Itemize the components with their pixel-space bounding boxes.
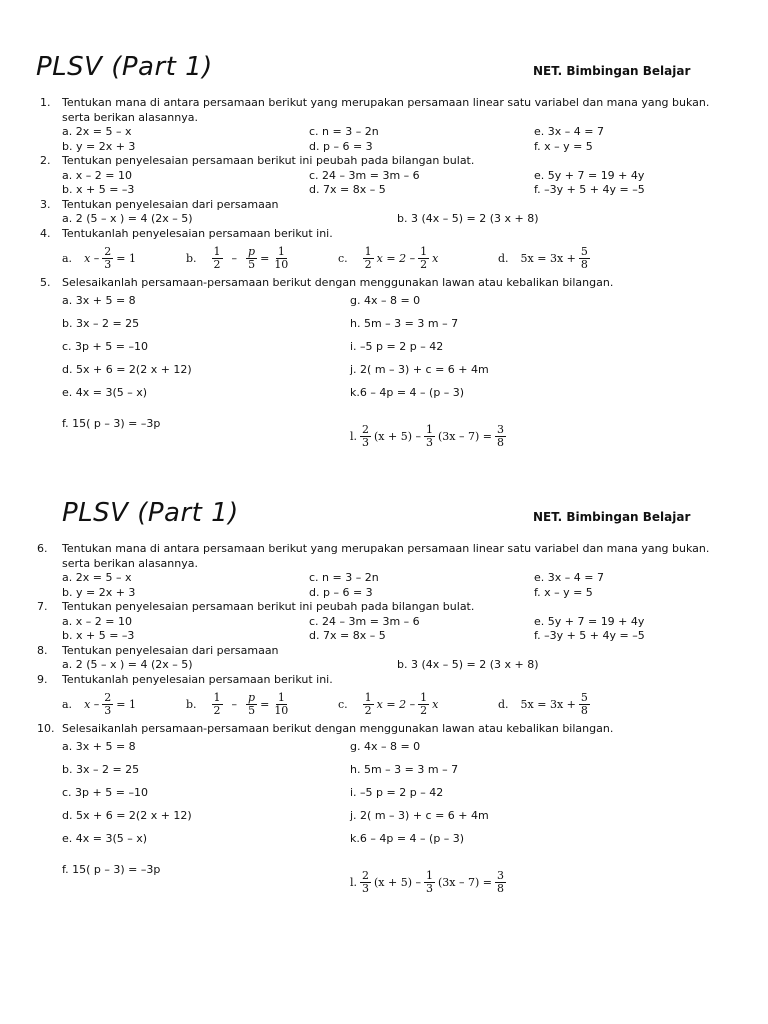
option: f. x – y = 5	[534, 139, 593, 153]
numerator: 1	[426, 868, 434, 882]
option-label: l.	[350, 875, 358, 889]
equation-d	[498, 242, 593, 276]
exercise-item: h. 5m – 3 = 3 m – 7	[350, 763, 459, 776]
numerator: 1	[213, 691, 221, 704]
option-label: l.	[350, 429, 358, 443]
question	[0, 96, 768, 125]
question	[0, 227, 768, 242]
numerator: 1	[277, 245, 285, 258]
question	[0, 276, 768, 291]
worksheet-title: PLSV (Part 1)	[36, 52, 213, 82]
denominator: 2	[213, 704, 221, 717]
operator: =	[260, 698, 270, 711]
option-label: b.	[186, 698, 197, 711]
option-label: c.	[338, 698, 348, 711]
fraction	[495, 424, 506, 449]
option: a. 2 (5 – x ) = 4 (2x – 5)	[62, 212, 193, 225]
question-number: 8.	[37, 643, 48, 657]
option: b. 3 (4x – 5) = 2 (3 x + 8)	[397, 658, 539, 671]
fraction	[246, 246, 257, 271]
option: b. x + 5 = –3	[62, 629, 135, 642]
equation-d	[498, 688, 593, 722]
worksheet-header	[0, 48, 768, 96]
equation-text: x = 2 –	[376, 698, 416, 711]
exercise-grid	[0, 290, 768, 449]
denominator: 2	[213, 258, 221, 271]
equation-c	[338, 242, 438, 276]
question-text: Tentukan penyelesaian dari persamaan	[62, 643, 279, 657]
option: e. 5y + 7 = 19 + 4y	[534, 614, 645, 628]
option-label: c.	[338, 252, 348, 265]
option: d. p – 6 = 3	[309, 585, 373, 599]
operator: –	[231, 252, 238, 265]
option: b. x + 5 = –3	[62, 183, 135, 196]
fraction	[363, 246, 374, 271]
exercise-item: k.6 – 4p = 4 – (p – 3)	[350, 386, 465, 399]
fraction	[418, 692, 429, 717]
option-list	[0, 125, 768, 154]
equation-text: 5x = 3x +	[520, 698, 576, 711]
brand-name: NET. Bimbingan Belajar	[533, 64, 691, 78]
denominator: 3	[362, 881, 370, 895]
numerator: p	[248, 691, 256, 704]
fraction	[424, 424, 435, 449]
exercise-item-l	[350, 417, 509, 455]
option: a. 2x = 5 – x	[62, 125, 132, 138]
question-text: Tentukan penyelesaian persamaan berikut ini peubah pada bilangan bulat.	[62, 600, 475, 613]
numerator: 1	[364, 245, 372, 258]
numerator: 3	[497, 868, 505, 882]
question	[0, 673, 768, 688]
numerator: 3	[497, 422, 505, 436]
option-list	[0, 212, 768, 227]
denominator: 8	[497, 881, 505, 895]
numerator: 2	[362, 422, 370, 436]
denominator: 8	[580, 704, 588, 717]
denominator: 2	[364, 258, 372, 271]
equation-text: x –	[84, 252, 100, 265]
exercise-item: a. 3x + 5 = 8	[62, 740, 136, 753]
option: c. n = 3 – 2n	[309, 125, 379, 138]
option: f. –3y + 5 + 4y = –5	[534, 183, 645, 196]
exercise-item: j. 2( m – 3) + c = 6 + 4m	[350, 363, 489, 376]
equation-text: 5x = 3x +	[520, 252, 576, 265]
numerator: 2	[104, 245, 112, 258]
question	[0, 644, 768, 659]
option: a. x – 2 = 10	[62, 168, 132, 182]
exercise-item: d. 5x + 6 = 2(2 x + 12)	[62, 363, 192, 376]
fraction	[272, 692, 290, 717]
equation-text: x	[432, 698, 439, 711]
question	[0, 722, 768, 737]
exercise-item: j. 2( m – 3) + c = 6 + 4m	[350, 809, 489, 822]
numerator: 5	[580, 691, 588, 704]
question-number: 2.	[40, 154, 51, 167]
question-number: 3.	[40, 197, 51, 211]
worksheet-header	[0, 494, 768, 542]
numerator: 1	[426, 422, 434, 436]
question-text: Selesaikanlah persamaan-persamaan berikut dengan menggunakan lawan atau kebalikan bilangan.	[62, 721, 614, 735]
numerator: 1	[277, 691, 285, 704]
equation-b	[186, 242, 293, 276]
equation-b	[186, 688, 293, 722]
fraction	[272, 246, 290, 271]
denominator: 2	[364, 704, 372, 717]
exercise-item: b. 3x – 2 = 25	[62, 317, 140, 330]
question-text: Selesaikanlah persamaan-persamaan berikut dengan menggunakan lawan atau kebalikan bilangan.	[62, 275, 614, 289]
denominator: 3	[426, 435, 434, 449]
fraction	[418, 246, 429, 271]
question-text: Tentukanlah penyelesaian persamaan berikut ini.	[62, 673, 333, 686]
exercise-grid	[0, 736, 768, 895]
equation-text: = 1	[116, 252, 136, 265]
fraction	[360, 870, 371, 895]
option: c. 24 – 3m = 3m – 6	[309, 168, 420, 182]
equation-text: (x + 5) –	[374, 875, 422, 889]
numerator: 1	[420, 245, 428, 258]
question-text: Tentukan penyelesaian dari persamaan	[62, 197, 279, 211]
operator: –	[231, 698, 238, 711]
option: c. 24 – 3m = 3m – 6	[309, 614, 420, 628]
option: d. 7x = 8x – 5	[309, 183, 386, 196]
exercise-item-l	[350, 863, 509, 901]
question-text: Tentukan mana di antara persamaan berikut yang merupakan persamaan linear satu variabel dan mana yang bukan. serta berikan alasannya.	[62, 542, 710, 570]
option-list	[0, 169, 768, 198]
question-text: Tentukan mana di antara persamaan berikut yang merupakan persamaan linear satu variabel dan mana yang bukan. serta berikan alasannya.	[62, 96, 710, 124]
option: b. y = 2x + 3	[62, 139, 136, 153]
exercise-item: i. –5 p = 2 p – 42	[350, 786, 444, 799]
denominator: 2	[420, 704, 428, 717]
question	[0, 198, 768, 213]
fraction-equations	[0, 688, 768, 722]
fraction	[363, 692, 374, 717]
equation-text: (3x – 7) =	[438, 875, 493, 889]
option: e. 3x – 4 = 7	[534, 571, 604, 584]
option: f. x – y = 5	[534, 585, 593, 599]
exercise-item: e. 4x = 3(5 – x)	[62, 386, 148, 399]
exercise-item: c. 3p + 5 = –10	[62, 340, 148, 353]
equation-a	[62, 242, 136, 276]
exercise-item: b. 3x – 2 = 25	[62, 763, 140, 776]
option: b. y = 2x + 3	[62, 585, 136, 599]
question	[0, 542, 768, 571]
option: a. x – 2 = 10	[62, 614, 132, 628]
question-number: 5.	[40, 275, 51, 289]
equation-text: x = 2 –	[376, 252, 416, 265]
operator: =	[260, 252, 270, 265]
numerator: 5	[580, 245, 588, 258]
worksheet-title: PLSV (Part 1)	[62, 498, 239, 528]
equation-c	[338, 688, 438, 722]
denominator: 10	[274, 258, 289, 271]
numerator: 2	[362, 868, 370, 882]
fraction	[212, 246, 223, 271]
option-label: b.	[186, 252, 197, 265]
option: a. 2x = 5 – x	[62, 571, 132, 584]
exercise-item: d. 5x + 6 = 2(2 x + 12)	[62, 809, 192, 822]
exercise-item: k.6 – 4p = 4 – (p – 3)	[350, 832, 465, 845]
equation-text: x –	[84, 698, 100, 711]
worksheet	[0, 494, 768, 895]
option-list	[0, 615, 768, 644]
equation-text: (3x – 7) =	[438, 429, 493, 443]
worksheet	[0, 48, 768, 449]
denominator: 3	[104, 704, 112, 717]
denominator: 3	[104, 258, 112, 271]
option-label: a.	[62, 252, 73, 265]
exercise-item: h. 5m – 3 = 3 m – 7	[350, 317, 459, 330]
fraction	[212, 692, 223, 717]
fraction	[102, 246, 113, 271]
question-number: 1.	[40, 96, 51, 109]
exercise-item: g. 4x – 8 = 0	[350, 740, 421, 753]
numerator: 2	[104, 691, 112, 704]
fraction	[495, 870, 506, 895]
question	[0, 600, 768, 615]
question-number: 9.	[37, 673, 48, 686]
exercise-item: g. 4x – 8 = 0	[350, 294, 421, 307]
fraction	[360, 424, 371, 449]
denominator: 8	[497, 435, 505, 449]
question	[0, 154, 768, 169]
brand-name: NET. Bimbingan Belajar	[533, 510, 691, 524]
question-number: 10.	[37, 721, 55, 735]
exercise-item: f. 15( p – 3) = –3p	[62, 417, 161, 430]
question-text: Tentukan penyelesaian persamaan berikut ini peubah pada bilangan bulat.	[62, 154, 475, 167]
option-list	[0, 571, 768, 600]
denominator: 8	[580, 258, 588, 271]
option-label: d.	[498, 252, 509, 265]
question-number: 7.	[37, 600, 48, 613]
exercise-item: i. –5 p = 2 p – 42	[350, 340, 444, 353]
denominator: 2	[420, 258, 428, 271]
option: a. 2 (5 – x ) = 4 (2x – 5)	[62, 658, 193, 671]
denominator: 3	[362, 435, 370, 449]
option: f. –3y + 5 + 4y = –5	[534, 629, 645, 642]
equation-a	[62, 688, 136, 722]
fraction	[424, 870, 435, 895]
option: d. p – 6 = 3	[309, 139, 373, 153]
fraction-equations	[0, 242, 768, 276]
exercise-item: c. 3p + 5 = –10	[62, 786, 148, 799]
equation-text: x	[432, 252, 439, 265]
exercise-item: e. 4x = 3(5 – x)	[62, 832, 148, 845]
option: e. 5y + 7 = 19 + 4y	[534, 168, 645, 182]
option: c. n = 3 – 2n	[309, 571, 379, 584]
fraction	[246, 692, 257, 717]
option-label: a.	[62, 698, 73, 711]
question-number: 6.	[37, 542, 48, 555]
exercise-item: f. 15( p – 3) = –3p	[62, 863, 161, 876]
question-number: 4.	[40, 227, 51, 240]
equation-text: = 1	[116, 698, 136, 711]
fraction	[579, 246, 590, 271]
option: d. 7x = 8x – 5	[309, 629, 386, 642]
denominator: 5	[248, 704, 256, 717]
numerator: 1	[213, 245, 221, 258]
numerator: 1	[364, 691, 372, 704]
option-list	[0, 658, 768, 673]
denominator: 10	[274, 704, 289, 717]
denominator: 3	[426, 881, 434, 895]
option-label: d.	[498, 698, 509, 711]
numerator: 1	[420, 691, 428, 704]
option: b. 3 (4x – 5) = 2 (3 x + 8)	[397, 212, 539, 225]
option: e. 3x – 4 = 7	[534, 125, 604, 138]
numerator: p	[248, 245, 256, 258]
equation-text: (x + 5) –	[374, 429, 422, 443]
exercise-item: a. 3x + 5 = 8	[62, 294, 136, 307]
fraction	[102, 692, 113, 717]
fraction	[579, 692, 590, 717]
denominator: 5	[248, 258, 256, 271]
question-text: Tentukanlah penyelesaian persamaan berikut ini.	[62, 227, 333, 240]
